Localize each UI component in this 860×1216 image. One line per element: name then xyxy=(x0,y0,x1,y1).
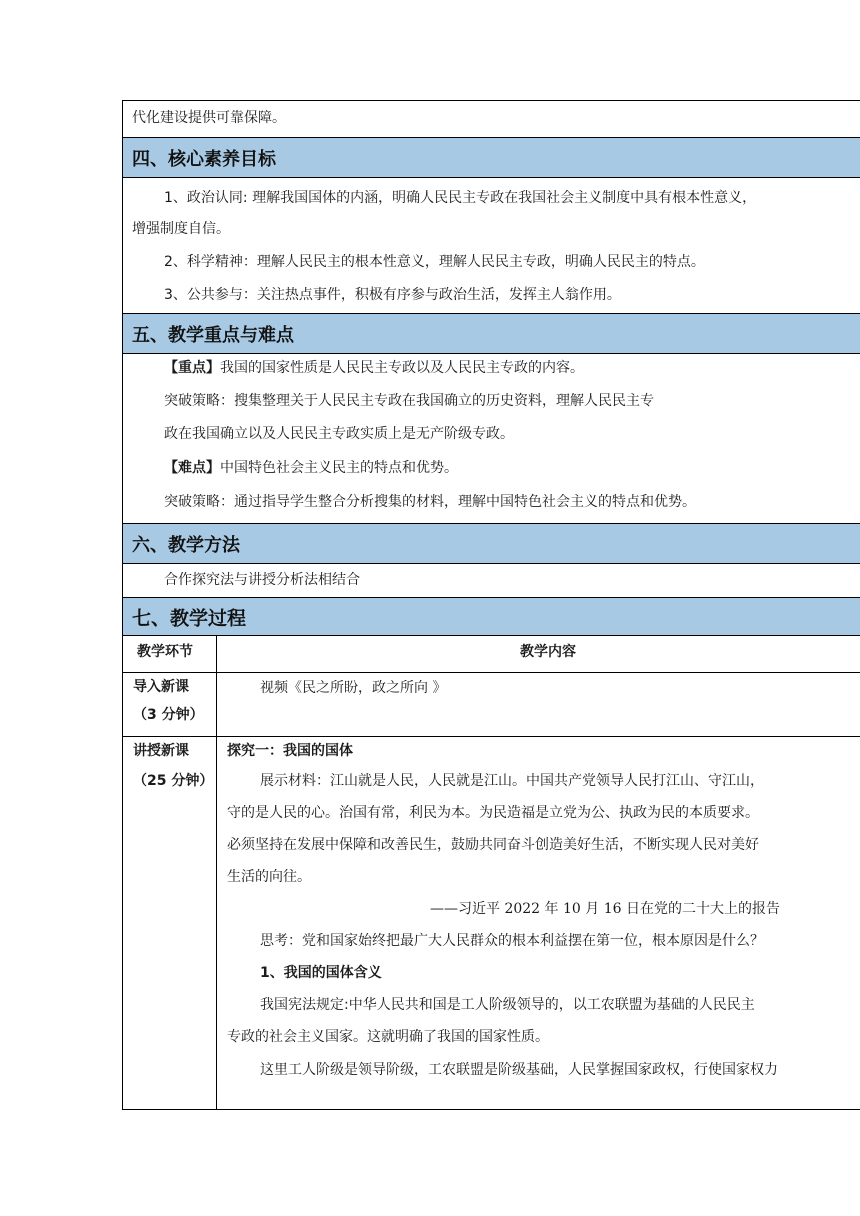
column-header-stage: 教学环节 xyxy=(137,644,193,660)
table-column-divider xyxy=(216,635,217,1110)
intro-content: 视频《民之所盼，政之所向 》 xyxy=(260,680,447,696)
key-point-label: 【重点】 xyxy=(164,360,220,376)
section-7-title: 七、教学过程 xyxy=(132,607,247,629)
section-4-header xyxy=(122,137,860,177)
key-strategy-line-2: 政在我国确立以及人民民主专政实质上是无产阶级专政。 xyxy=(164,426,514,442)
difficulty-line xyxy=(164,458,458,478)
continuation-text: 代化建设提供可靠保障。 xyxy=(132,110,286,126)
process-table-header xyxy=(122,635,860,672)
table-bottom-border xyxy=(122,1109,860,1110)
state-nature-subheading: 1、我国的国体含义 xyxy=(260,965,382,981)
material-line-1: 展示材料：江山就是人民，人民就是江山。中国共产党领导人民打江山、守江山， xyxy=(260,773,764,789)
difficulty-text: 中国特色社会主义民主的特点和优势。 xyxy=(220,460,458,476)
material-line-4: 生活的向往。 xyxy=(227,869,311,885)
lecture-duration: （25 分钟） xyxy=(133,773,214,789)
constitution-line-2: 专政的社会主义国家。这就明确了我国的国家性质。 xyxy=(227,1029,549,1045)
intro-stage: 导入新课 xyxy=(133,679,189,695)
section-6-title: 六、教学方法 xyxy=(132,534,240,556)
section-6-header xyxy=(122,523,860,563)
key-strategy-line-1: 突破策略：搜集整理关于人民民主专政在我国确立的历史资料，理解人民民主专 xyxy=(164,393,654,409)
section-5-content xyxy=(122,353,860,523)
section-5-header xyxy=(122,313,860,353)
inquiry-heading: 探究一：我国的国体 xyxy=(227,743,353,759)
difficulty-strategy: 突破策略：通过指导学生整合分析搜集的材料，理解中国特色社会主义的特点和优势。 xyxy=(164,494,696,510)
think-question: 思考：党和国家始终把最广大人民群众的根本利益摆在第一位，根本原因是什么？ xyxy=(260,933,764,949)
intro-duration: （3 分钟） xyxy=(133,707,204,723)
section-4-title: 四、核心素养目标 xyxy=(132,148,276,170)
lecture-stage: 讲授新课 xyxy=(133,743,189,759)
constitution-line-1: 我国宪法规定:中华人民共和国是工人阶级领导的，以工农联盟为基础的人民民主 xyxy=(260,997,755,1013)
section-5-title: 五、教学重点与难点 xyxy=(132,324,294,346)
material-source: ——习近平 2022 年 10 月 16 日在党的二十大上的报告 xyxy=(430,901,780,917)
process-row-intro xyxy=(122,672,860,736)
objective-3: 3、公共参与：关注热点事件，积极有序参与政治生活，发挥主人翁作用。 xyxy=(164,287,621,303)
material-line-2: 守的是人民的心。治国有常，利民为本。为民造福是立党为公、执政为民的本质要求。 xyxy=(227,805,759,821)
material-line-3: 必须坚持在发展中保障和改善民生，鼓励共同奋斗创造美好生活，不断实现人民对美好 xyxy=(227,837,759,853)
difficulty-label: 【难点】 xyxy=(164,460,220,476)
objective-1-line-2: 增强制度自信。 xyxy=(132,221,230,237)
leadership-line: 这里工人阶级是领导阶级，工农联盟是阶级基础，人民掌握国家政权，行使国家权力 xyxy=(260,1062,778,1078)
process-row-lecture xyxy=(122,736,860,1110)
key-point-line xyxy=(164,358,584,378)
section-6-content xyxy=(122,563,860,597)
objective-2: 2、科学精神：理解人民民主的根本性意义，理解人民民主专政，明确人民民主的特点。 xyxy=(164,254,705,270)
continuation-row xyxy=(122,100,860,137)
column-header-content: 教学内容 xyxy=(520,644,576,660)
section-7-header xyxy=(122,597,860,635)
teaching-method-text: 合作探究法与讲授分析法相结合 xyxy=(164,572,360,588)
section-4-content xyxy=(122,177,860,313)
document-page xyxy=(122,100,860,1110)
objective-1-line-1: 1、政治认同: 理解我国国体的内涵，明确人民民主专政在我国社会主义制度中具有根本性意义， xyxy=(164,190,757,206)
key-point-text: 我国的国家性质是人民民主专政以及人民民主专政的内容。 xyxy=(220,360,584,376)
